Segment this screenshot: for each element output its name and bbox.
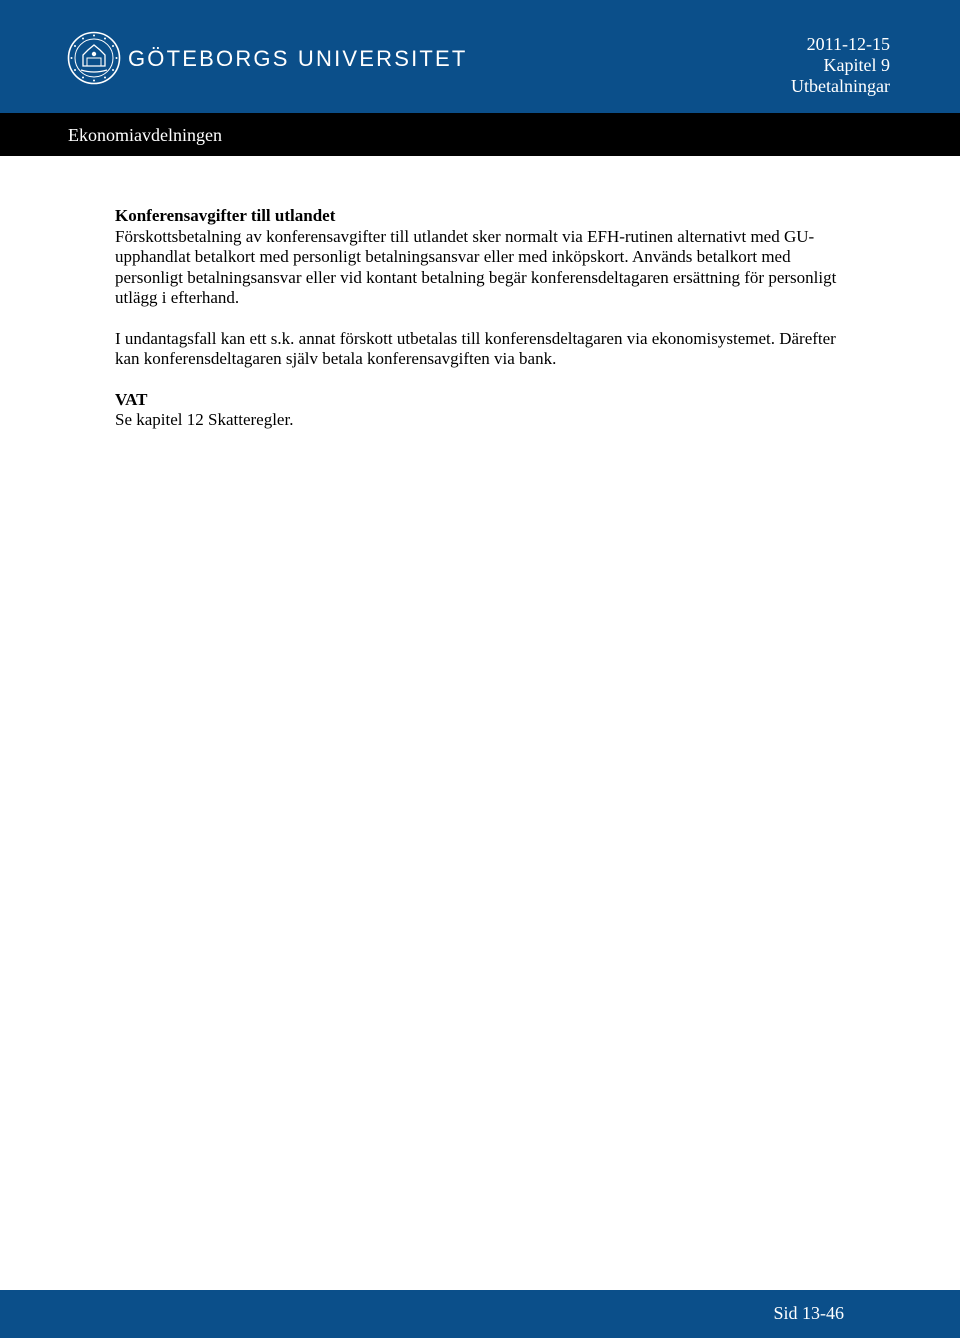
- document-meta: [791, 34, 890, 97]
- document-date: 2011-12-15: [806, 34, 890, 54]
- paragraph-tax-reference: Se kapitel 12 Skatteregler.: [115, 410, 294, 429]
- paragraph-exceptional-advance: I undantagsfall kan ett s.k. annat förskott utbetalas till konferensdeltagaren via ekonomisystemet. Därefter kan konferensdeltagaren själv betala konferensavgiften via bank.: [115, 328, 836, 368]
- department-name: Ekonomiavdelningen: [68, 125, 222, 145]
- document-body: [115, 206, 850, 431]
- page-footer: [0, 1290, 960, 1338]
- paragraph-advance-payment: Förskottsbetalning av konferensavgifter till utlandet sker normalt via EFH-rutinen alternativt med GU-upphandlat betalkort med personligt betalningsansvar eller med inköpskort. Används betalkort med personligt betalningsansvar eller vid kontant betalning begär konferensdeltagaren ersättning för personligt utlägg i efterhand.: [115, 226, 837, 307]
- department-bar: [0, 113, 960, 156]
- page-number: Sid 13-46: [773, 1303, 844, 1323]
- university-name: GÖTEBORGS UNIVERSITET: [128, 46, 468, 71]
- section-heading-vat: VAT: [115, 389, 148, 409]
- page-header: [0, 0, 960, 113]
- chapter-number: Kapitel 9: [823, 55, 890, 75]
- university-seal-icon: [67, 31, 121, 85]
- section-heading-conference-fees: Konferensavgifter till utlandet: [115, 206, 336, 225]
- chapter-title: Utbetalningar: [791, 76, 890, 96]
